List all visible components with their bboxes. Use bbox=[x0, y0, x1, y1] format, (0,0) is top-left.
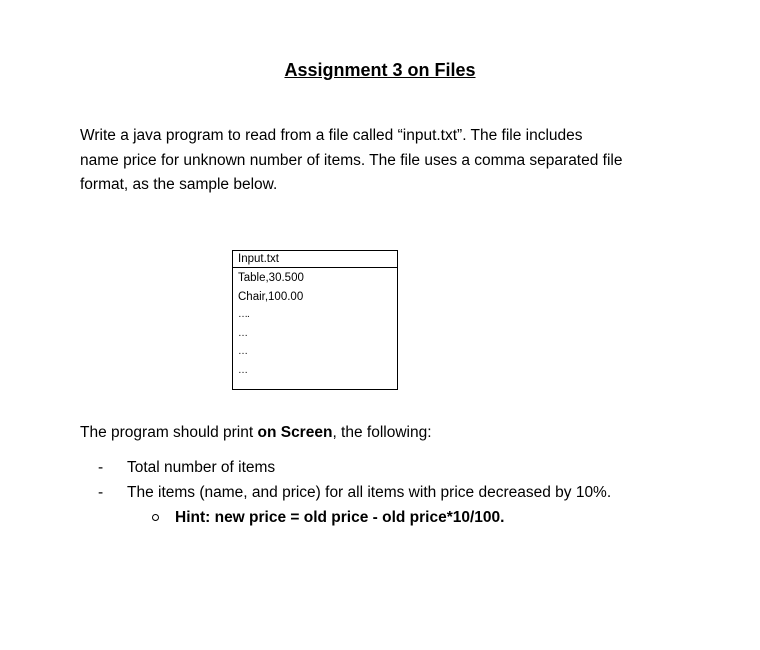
hint-text: Hint: new price = old price - old price*10/100. bbox=[175, 509, 505, 526]
sample-file-ellipsis: … bbox=[238, 327, 247, 339]
intro-line: Write a java program to read from a file called “input.txt”. The file includes bbox=[80, 127, 583, 144]
sample-file-lines bbox=[233, 268, 397, 380]
dash-bullet-icon: - bbox=[98, 459, 104, 476]
list-item-text: Total number of items bbox=[127, 459, 276, 476]
assignment-title: Assignment 3 on Files bbox=[284, 60, 476, 80]
sample-file-box bbox=[232, 250, 398, 390]
intro-line: format, as the sample below. bbox=[80, 176, 278, 193]
sample-file-line: Table,30.500 bbox=[238, 272, 304, 284]
hint-item bbox=[80, 505, 720, 530]
list-item bbox=[80, 480, 720, 505]
sample-file-ellipsis: … bbox=[238, 364, 247, 376]
print-instruction-prefix: The program should print bbox=[80, 424, 258, 441]
print-instruction bbox=[80, 421, 432, 445]
sample-file-ellipsis: …. bbox=[238, 309, 249, 320]
circle-bullet-icon bbox=[152, 514, 159, 521]
sample-file-header: Input.txt bbox=[233, 251, 397, 268]
intro-paragraph bbox=[80, 124, 700, 198]
dash-bullet-icon: - bbox=[98, 484, 104, 501]
requirements-list bbox=[80, 455, 720, 530]
print-instruction-suffix: , the following: bbox=[332, 424, 432, 441]
intro-line: name price for unknown number of items. The file uses a comma separated file bbox=[80, 151, 623, 169]
print-instruction-emphasis: on Screen bbox=[257, 424, 333, 441]
list-item bbox=[80, 455, 720, 480]
list-item-text: The items (name, and price) for all items with price decreased by 10%. bbox=[127, 484, 612, 501]
sample-file-ellipsis: … bbox=[238, 346, 247, 357]
sample-file-line: Chair,100.00 bbox=[238, 290, 304, 303]
